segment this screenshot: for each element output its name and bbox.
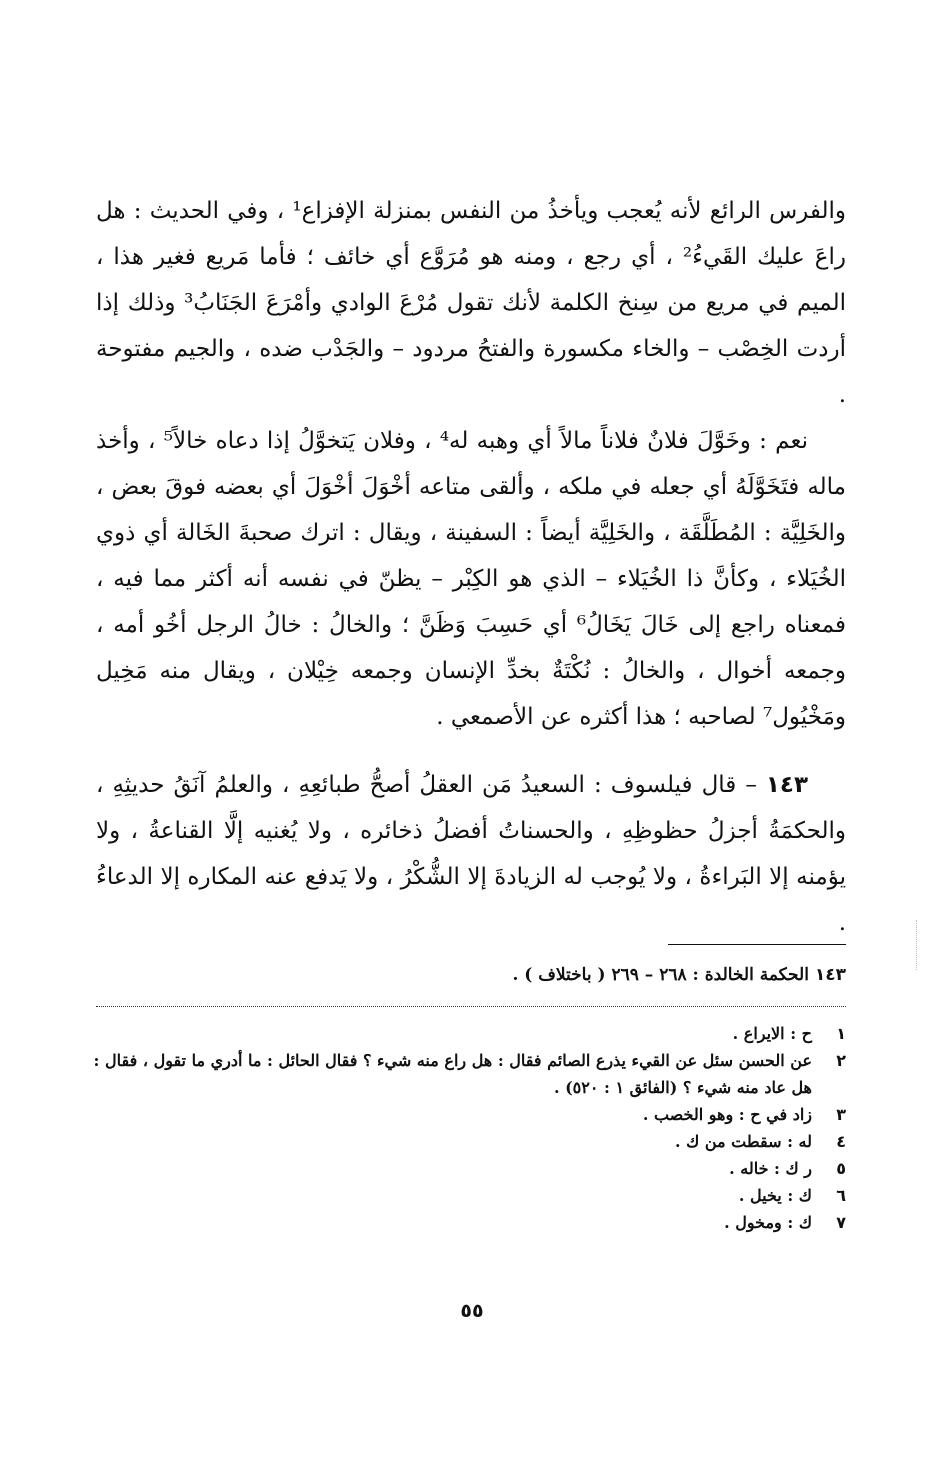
footnote-number: ٢ bbox=[836, 1051, 846, 1070]
paragraph-1: والفرس الرائع لأنه يُعجب ويأخذُ من النفس بمنزلة الإفزاع¹ ، وفي الحديث : هل راعَ عليك القَيءُ² ، أي رجع ، ومنه هو مُرَوَّع أي خائف ؛ فأما مَريع فغير هذا ، الميم في مريع من سِنخ الكلمة لأنك تقول مُرْعَ الوادي وأمْرَعَ الجَنَابُ³ وذلك إذا أردت الخِصْب – والخاء مكسورة والفتحُ مردود – والجَدْب ضده ، والجيم مفتوحة . bbox=[96, 198, 846, 408]
footnote-item bbox=[86, 1209, 846, 1236]
paragraph-3-text: – قال فيلسوف : السعيدُ مَن العقلُ أصحُّ طبائعِهِ ، والعلمُ آنَقُ حديثِهِ ، والحكمَةُ أجزلُ حظوظِهِ ، والحسناتُ أفضلُ ذخائره ، ولا يُغنيه إلَّا القناعةُ ، ولا يؤمنه إلا البَراءةُ ، ولا يُوجب له الزيادةَ إلا الشُّكْرُ ، ولا يَدفع عنه المكاره إلا الدعاءُ . bbox=[96, 772, 846, 936]
page-number: ٥٥ bbox=[460, 1300, 484, 1322]
footnote-number: ١ bbox=[836, 1024, 846, 1043]
main-text bbox=[96, 188, 846, 946]
source-entry-number: ١٤٣ bbox=[814, 965, 846, 985]
footnotes-list bbox=[86, 1020, 846, 1236]
dotted-separator bbox=[96, 1006, 846, 1007]
source-reference bbox=[96, 962, 846, 988]
footnote-separator bbox=[668, 944, 846, 945]
footnote-number: ٣ bbox=[836, 1105, 846, 1124]
footnote-number: ٥ bbox=[836, 1159, 846, 1178]
footnote-text: زاد في ح : وهو الخصب . bbox=[642, 1105, 812, 1124]
footnote-text: له : سقطت من ك . bbox=[674, 1132, 812, 1151]
footnote-item bbox=[86, 1047, 846, 1101]
footnote-text: عن الحسن سئل عن القيء يذرع الصائم فقال : هل راع منه شيء ؟ فقال الحائل : ما أدري ما تقول ، فقال : هل عاد منه شيء ؟ (الفائق ١ : ٥٢٠) . bbox=[93, 1051, 812, 1097]
paragraph-3 bbox=[96, 762, 846, 946]
margin-smudge bbox=[916, 920, 927, 970]
source-text: الحكمة الخالدة : ٢٦٨ – ٢٦٩ ( باختلاف ) . bbox=[512, 965, 809, 985]
footnote-item bbox=[86, 1155, 846, 1182]
entry-number: ١٤٣ bbox=[765, 772, 808, 798]
footnote-item bbox=[86, 1020, 846, 1047]
footnote-number: ٦ bbox=[836, 1186, 846, 1205]
footnote-item bbox=[86, 1182, 846, 1209]
footnote-item bbox=[86, 1128, 846, 1155]
footnote-item bbox=[86, 1101, 846, 1128]
paragraph-2: نعم : وخَوَّلَ فلانٌ فلاناً مالاً أي وهبه له⁴ ، وفلان يَتخوَّلُ إذا دعاه خالاً⁵ ، وأخذ ماله فتَخَوَّلَهُ أي جعله في ملكه ، وألقى متاعه أخْوَلَ أخْوَلَ أي بعضه فوقَ بعض ، والخَلِيَّة : المُطَلَّقَة ، والخَلِيَّة أيضاً : السفينة ، ويقال : اترك صحبةَ الخَالة أي ذوي الخُيَلاء ، وكأنَّ ذا الخُيَلاء – الذي هو الكِبْر – يظنّ في نفسه أنه أكثر مما فيه ، فمعناه راجع إلى خَالَ يَخَالُ⁶ أي حَسِبَ وَظَنَّ ؛ والخالُ : خالُ الرجل أخُو أمه ، وجمعه أخوال ، والخالُ : نُكْتَةٌ بخدِّ الإنسان وجمعه خِيْلان ، ويقال منه مَخِيل ومَخْيُول⁷ لصاحبه ؛ هذا أكثره عن الأصمعي . bbox=[96, 428, 846, 730]
footnote-text: ك : يخيل . bbox=[738, 1186, 812, 1205]
footnote-text: ر ك : خاله . bbox=[729, 1159, 812, 1178]
footnote-number: ٤ bbox=[836, 1132, 846, 1151]
footnote-number: ٧ bbox=[836, 1213, 846, 1232]
footnote-text: ك : ومخول . bbox=[724, 1213, 812, 1232]
footnote-text: ح : الايراع . bbox=[732, 1024, 812, 1043]
